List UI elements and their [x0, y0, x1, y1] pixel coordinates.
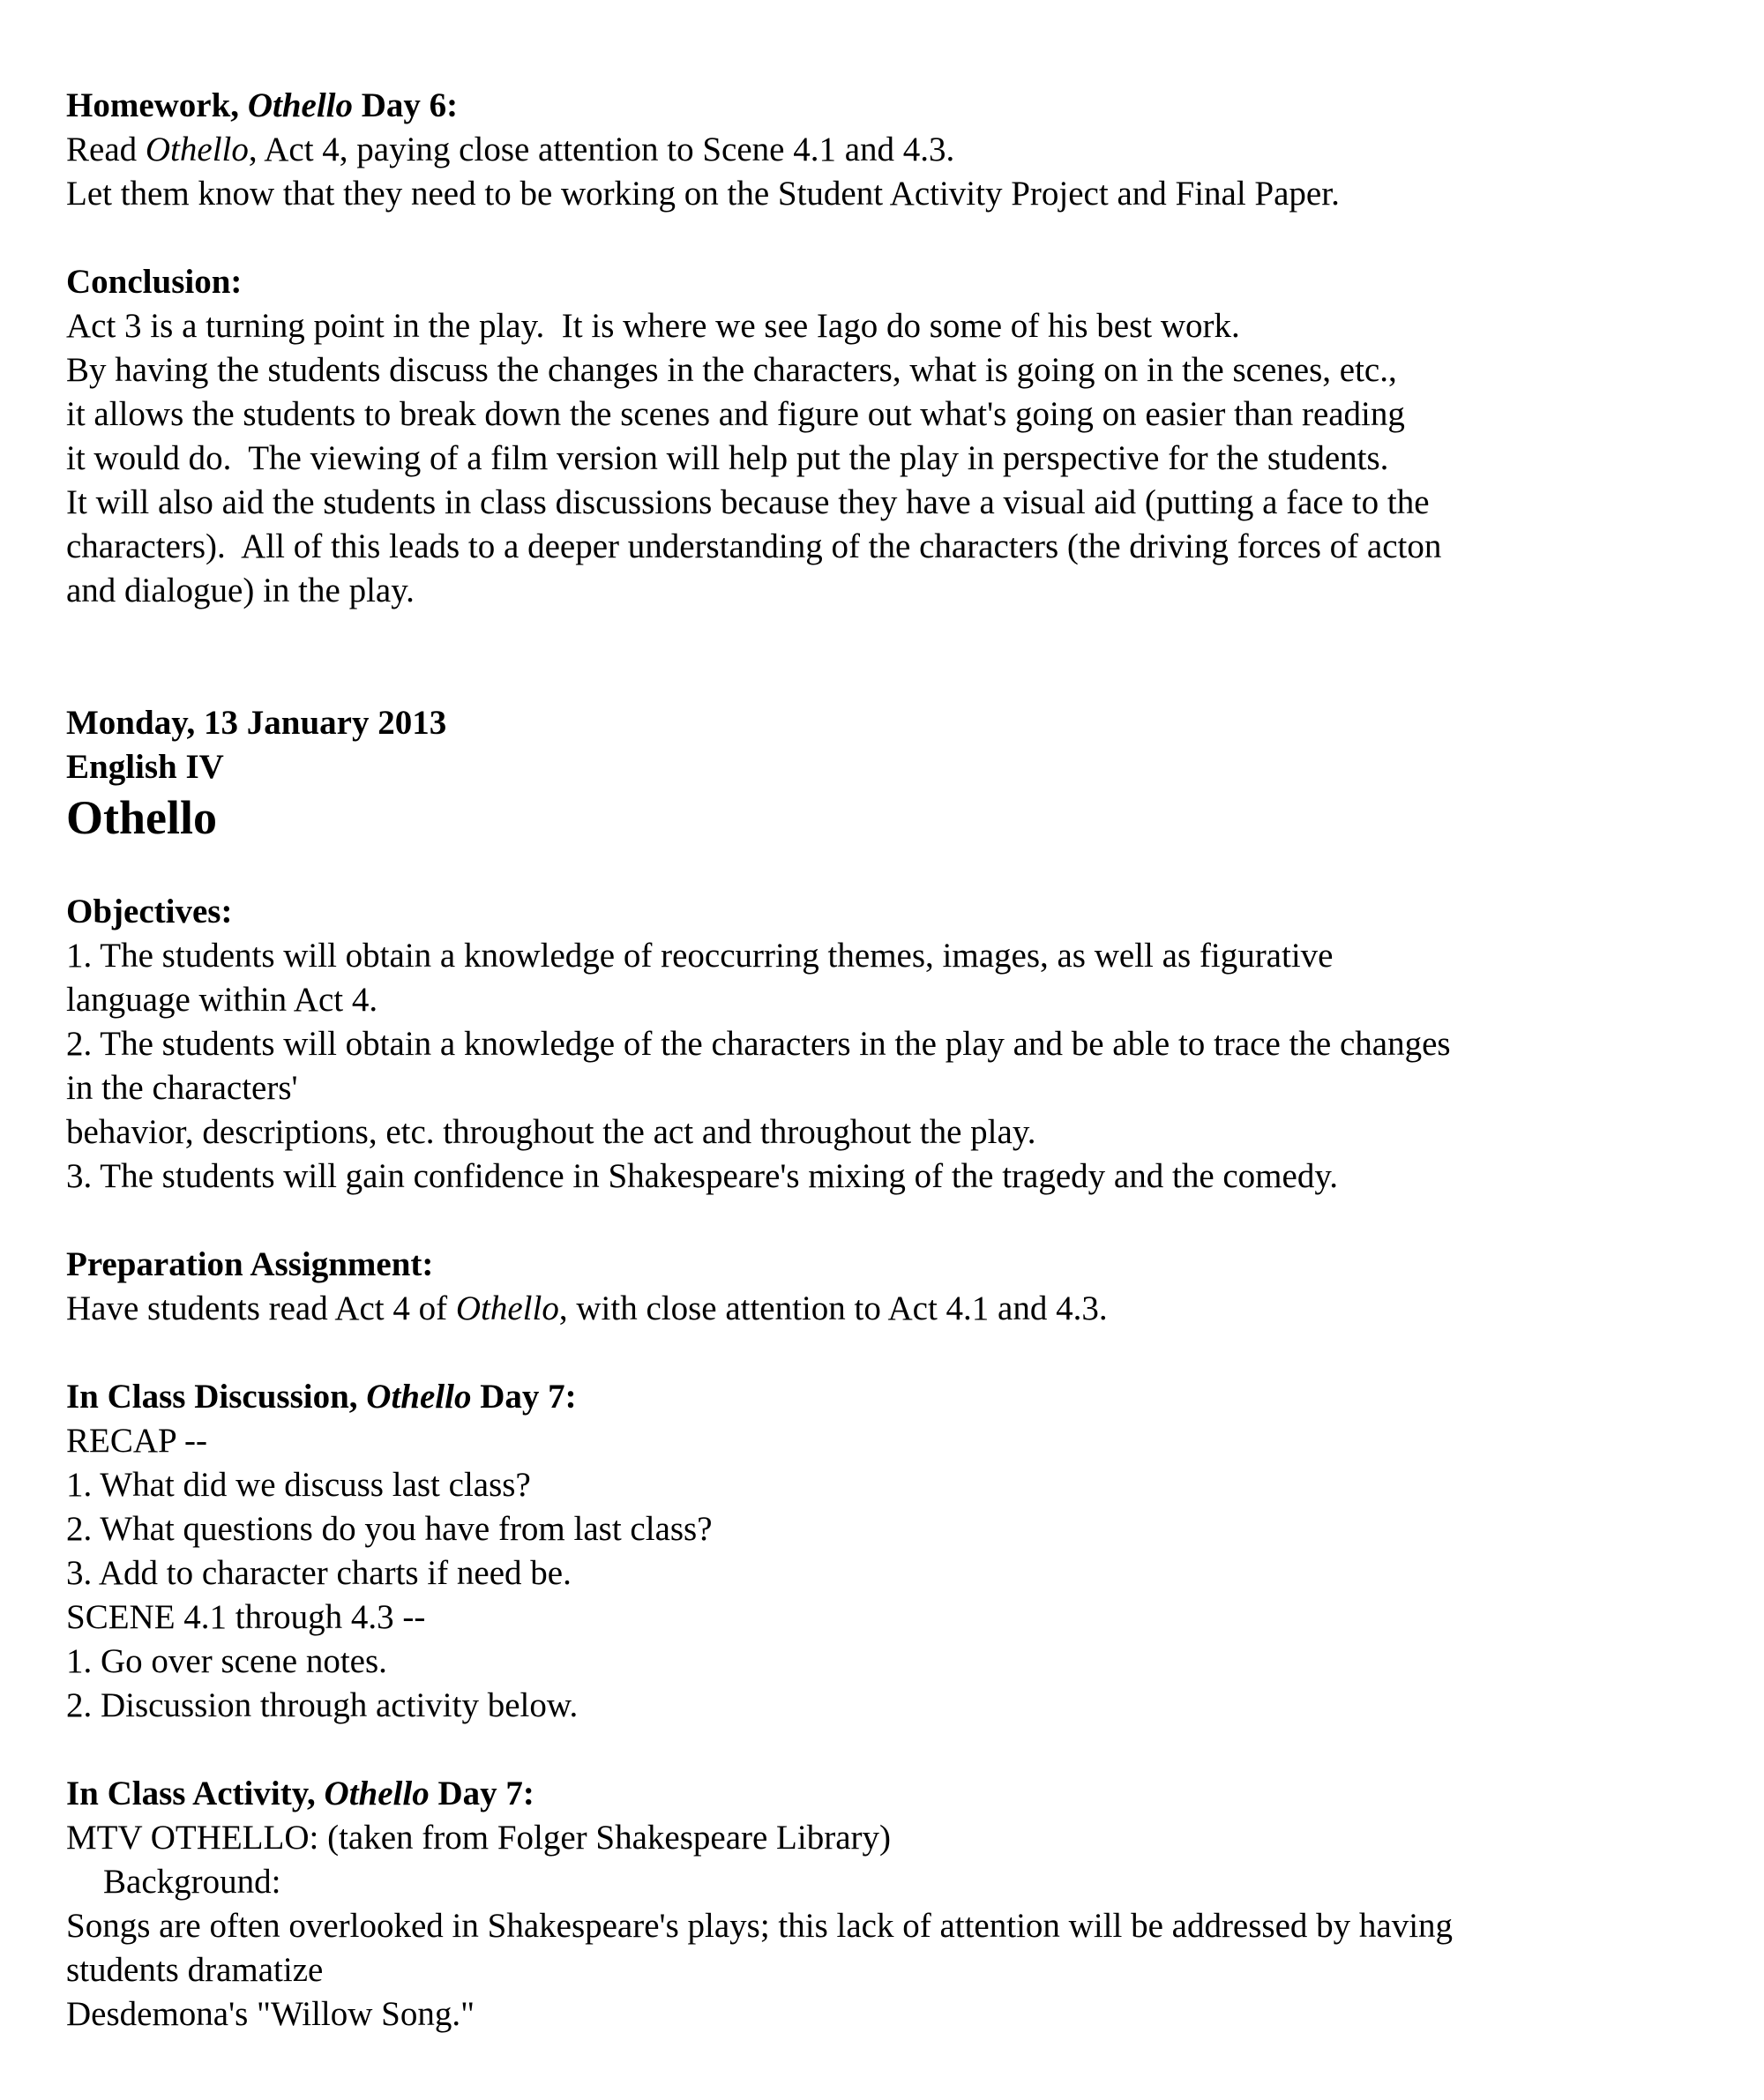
- text-run: Songs are often overlooked in Shakespeare's plays; this lack of attention will be addressed by having: [66, 1907, 1454, 1945]
- text-run: Monday, 13 January 2013: [66, 704, 447, 742]
- text-run: 2. Discussion through activity below.: [66, 1686, 579, 1724]
- text-run: Day 7:: [429, 1775, 534, 1812]
- text-line: [66, 1022, 1715, 1066]
- text-line: [66, 525, 1715, 569]
- section-heading: [66, 260, 1715, 304]
- blank-line: [66, 846, 1715, 890]
- section-heading: [66, 890, 1715, 934]
- text-line: [66, 128, 1715, 172]
- blank-line: [66, 1728, 1715, 1772]
- section-heading: [66, 1375, 1715, 1419]
- text-run: Desdemona's "Willow Song.": [66, 1995, 475, 2033]
- text-line: [66, 304, 1715, 348]
- section-heading: [66, 1772, 1715, 1816]
- text-line: [66, 1507, 1715, 1551]
- text-run: behavior, descriptions, etc. throughout the act and throughout the play.: [66, 1113, 1036, 1151]
- text-line: [66, 172, 1715, 216]
- text-run: it allows the students to break down the scenes and figure out what's going on easier than reading: [66, 395, 1405, 433]
- text-run: Othello: [247, 86, 353, 124]
- text-line: [66, 978, 1715, 1022]
- text-line: [66, 1066, 1715, 1110]
- text-run: SCENE 4.1 through 4.3 --: [66, 1598, 426, 1636]
- text-run: , with close attention to Act 4.1 and 4.3.: [558, 1289, 1108, 1327]
- text-line: [66, 1816, 1715, 1860]
- text-line: [66, 1463, 1715, 1507]
- text-line: [66, 437, 1715, 481]
- text-run: It will also aid the students in class discussions because they have a visual aid (putting a face to the: [66, 483, 1430, 521]
- text-line: [66, 934, 1715, 978]
- text-run: In Class Activity,: [66, 1775, 325, 1812]
- text-run: Homework,: [66, 86, 248, 124]
- text-line: [66, 1904, 1715, 1948]
- text-line: [66, 1596, 1715, 1640]
- text-line: [66, 1287, 1715, 1331]
- text-line: [66, 1992, 1715, 2036]
- text-run: By having the students discuss the changes in the characters, what is going on in the scenes, etc.,: [66, 351, 1397, 389]
- text-run: Act 3 is a turning point in the play. It is where we see Iago do some of his best work.: [66, 307, 1240, 345]
- text-run: Day 6:: [352, 86, 459, 124]
- blank-line: [66, 613, 1715, 657]
- text-line: [66, 348, 1715, 392]
- text-run: language within Act 4.: [66, 981, 378, 1019]
- text-run: students dramatize: [66, 1951, 324, 1989]
- text-run: Othello: [455, 1289, 559, 1327]
- text-run: 3. Add to character charts if need be.: [66, 1554, 572, 1592]
- text-run: Have students read Act 4 of: [66, 1289, 456, 1327]
- text-run: MTV OTHELLO: (taken from Folger Shakespeare Library): [66, 1819, 891, 1857]
- text-line: [66, 1419, 1715, 1463]
- text-run: 1. What did we discuss last class?: [66, 1466, 531, 1504]
- text-run: in the characters': [66, 1069, 298, 1107]
- text-run: Objectives:: [66, 893, 233, 930]
- text-line: [66, 392, 1715, 437]
- section-heading: [66, 1243, 1715, 1287]
- text-run: 3. The students will gain confidence in Shakespeare's mixing of the tragedy and the comedy.: [66, 1157, 1339, 1195]
- blank-line: [66, 1331, 1715, 1375]
- text-line: [66, 1640, 1715, 1684]
- text-line: [66, 569, 1715, 613]
- text-line: [66, 1860, 1715, 1904]
- text-run: and dialogue) in the play.: [66, 572, 415, 609]
- text-run: Othello: [66, 791, 217, 844]
- blank-line: [66, 1199, 1715, 1243]
- text-run: 1. Go over scene notes.: [66, 1642, 387, 1680]
- text-run: RECAP --: [66, 1422, 207, 1460]
- text-run: it would do. The viewing of a film version will help put the play in perspective for the students.: [66, 439, 1389, 477]
- text-run: 2. What questions do you have from last class?: [66, 1510, 713, 1548]
- text-line: [66, 1551, 1715, 1596]
- section-heading: [66, 84, 1715, 128]
- text-line: [66, 1948, 1715, 1992]
- text-run: characters). All of this leads to a deeper understanding of the characters (the driving forces of acton: [66, 527, 1442, 565]
- text-run: In Class Discussion,: [66, 1378, 367, 1416]
- section-heading: [66, 701, 1715, 745]
- text-run: Background:: [103, 1863, 281, 1901]
- text-run: , Act 4, paying close attention to Scene 4.1 and 4.3.: [248, 131, 955, 168]
- text-line: [66, 1684, 1715, 1728]
- text-run: Let them know that they need to be working on the Student Activity Project and Final Paper.: [66, 175, 1340, 213]
- text-run: Othello: [366, 1378, 472, 1416]
- blank-line: [66, 216, 1715, 260]
- text-run: Othello: [324, 1775, 430, 1812]
- text-run: 2. The students will obtain a knowledge of the characters in the play and be able to trace the changes: [66, 1025, 1451, 1063]
- document-content: [66, 84, 1715, 2036]
- text-run: Day 7:: [471, 1378, 577, 1416]
- section-heading: [66, 745, 1715, 789]
- blank-line: [66, 657, 1715, 701]
- document-title: [66, 789, 1715, 846]
- text-run: 1. The students will obtain a knowledge of reoccurring themes, images, as well as figurative: [66, 937, 1334, 975]
- text-run: Conclusion:: [66, 263, 243, 301]
- text-run: English IV: [66, 748, 224, 786]
- text-run: Othello: [145, 131, 249, 168]
- text-line: [66, 1110, 1715, 1155]
- text-run: Preparation Assignment:: [66, 1245, 434, 1283]
- text-line: [66, 1155, 1715, 1199]
- text-line: [66, 481, 1715, 525]
- text-run: Read: [66, 131, 146, 168]
